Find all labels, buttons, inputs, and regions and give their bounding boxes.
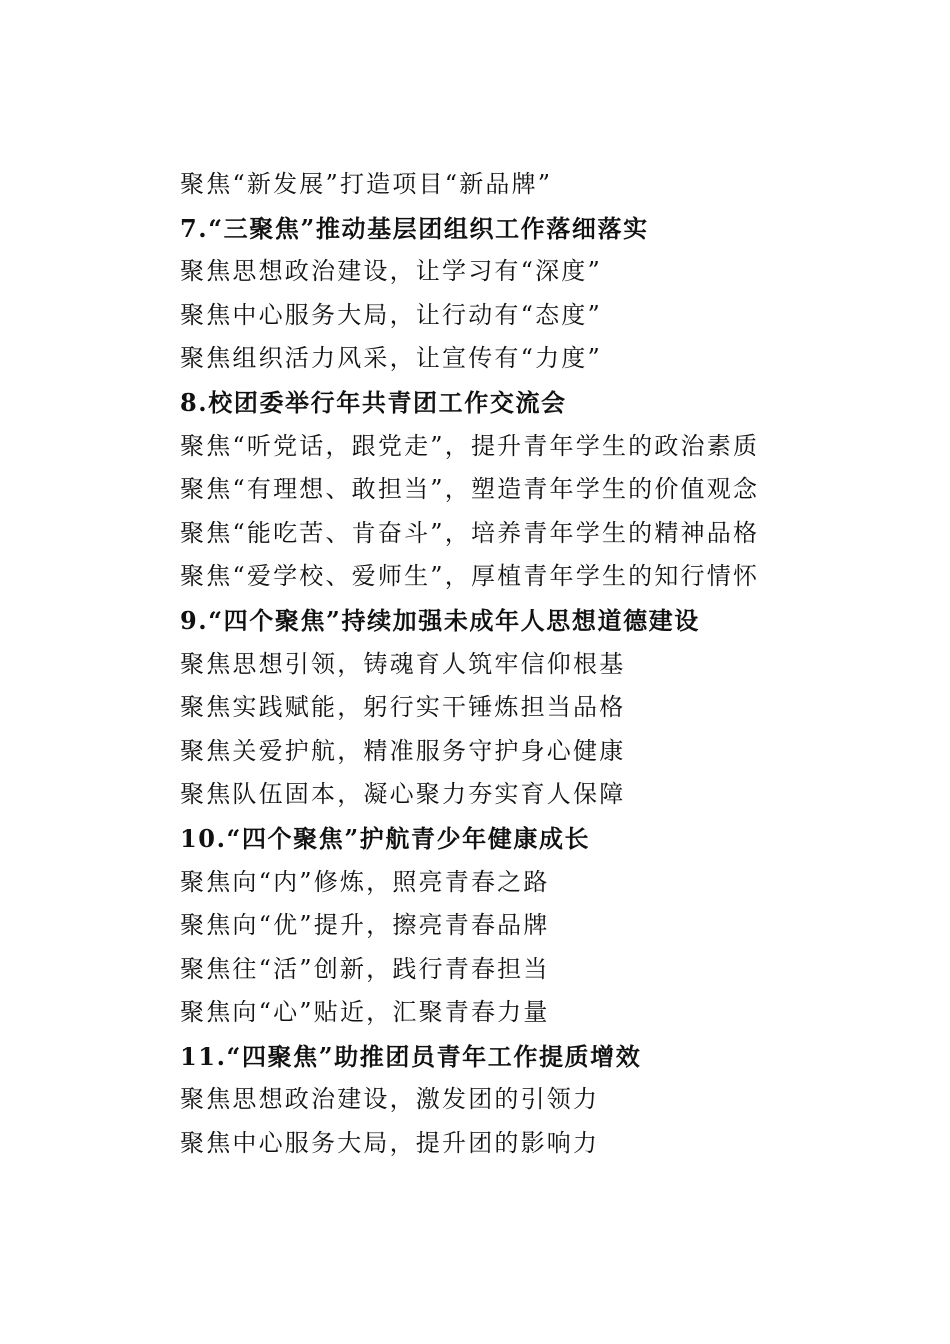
document-body — [180, 163, 820, 1166]
text-line: 聚焦思想政治建设，让学习有“深度” — [180, 257, 602, 286]
text-line: 聚焦向“优”提升，擦亮青春品牌 — [180, 911, 550, 940]
text-line: 聚焦“有理想、敢担当”，塑造青年学生的价值观念 — [180, 475, 760, 504]
text-line: 聚焦“新发展”打造项目“新品牌” — [180, 170, 553, 198]
text-line: 聚焦实践赋能，躬行实干锤炼担当品格 — [180, 693, 626, 722]
text-line: 聚焦组织活力风采，让宣传有“力度” — [180, 344, 602, 373]
section-heading: 7.“三聚焦”推动基层团组织工作落细落实 — [180, 213, 649, 243]
text-line: 聚焦“爱学校、爱师生”，厚植青年学生的知行情怀 — [180, 562, 760, 591]
section-heading: 10.“四个聚焦”护航青少年健康成长 — [180, 823, 591, 853]
text-line: 聚焦思想引领，铸魂育人筑牢信仰根基 — [180, 649, 626, 678]
section-heading: 11.“四聚焦”助推团员青年工作提质增效 — [180, 1041, 642, 1071]
text-line: 聚焦关爱护航，精准服务守护身心健康 — [180, 736, 626, 765]
section-heading: 9.“四个聚焦”持续加强未成年人思想道德建设 — [180, 605, 700, 635]
text-line: 聚焦往“活”创新，践行青春担当 — [180, 954, 550, 983]
text-line: 聚焦队伍固本，凝心聚力夯实育人保障 — [180, 780, 626, 809]
text-line: 聚焦中心服务大局，让行动有“态度” — [180, 300, 602, 329]
text-line: 聚焦“能吃苦、肯奋斗”，培养青年学生的精神品格 — [180, 518, 760, 547]
text-line: 聚焦思想政治建设，激发团的引领力 — [180, 1085, 600, 1114]
text-line: 聚焦“听党话，跟党走”，提升青年学生的政治素质 — [180, 431, 760, 460]
text-line: 聚焦向“心”贴近，汇聚青春力量 — [180, 998, 550, 1027]
text-line: 聚焦中心服务大局，提升团的影响力 — [180, 1129, 600, 1158]
text-line: 聚焦向“内”修炼，照亮青春之路 — [180, 867, 550, 896]
section-heading: 8.校团委举行年共青团工作交流会 — [180, 387, 567, 417]
